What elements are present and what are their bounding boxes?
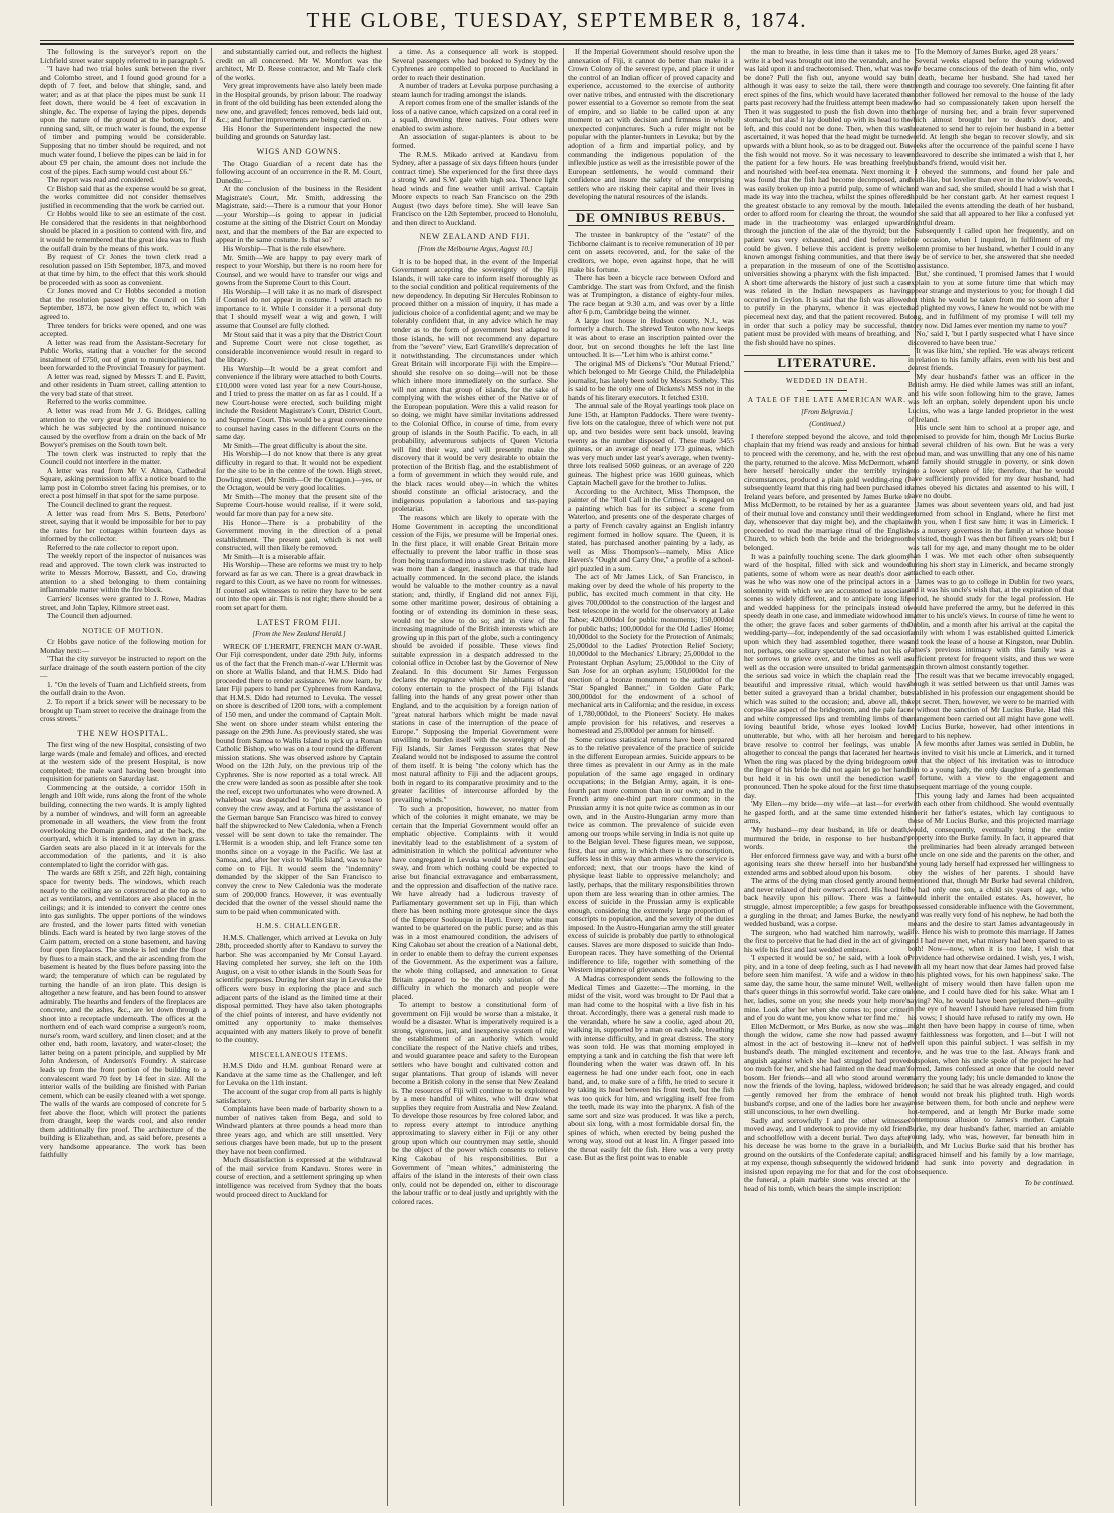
source-line: [From Belgravia.] — [801, 407, 853, 416]
article-paragraph: The reasons which are likely to operate with the Home Government in accepting the unconditional cession of the Fijis, we presume will be Imperial ones. In the first place, it will enable Great Britain more effectually to prevent the labor traffic in those seas from being transformed into a slave trade. Of this, there was more than a danger, inasmuch as that trade had actually commenced. In the second place, the islands would be valuable to the mother country as a naval station; and, thirdly, if England did not annex Fiji, some other maritime power, desirous of obtaining a footing or of extending its dominion in these seas, would not be slow to do so; and in view of the increasing magnitude of the British interests which are growing up in this part of the globe, such a contingency should be avoided if possible. These views find suitable expression in a despatch addressed to the colonial office in October last by the Governor of New Zealand. In this document Sir James Fergusson declares the repugnance which the inhabitants of that colony entertain to the prospect of the Fiji Islands falling into the hands of any great power other than England, and to the acquisition by a foreign nation of "great natural harbors which might be made naval stations in case of the interruption of the peace of Europe." Supposing the Imperial Government were unwilling to burden itself with the sovereignty of the Fiji Islands, Sir James Fergusson states that New Zealand would not be indisposed to assume the control of them itself. It is being "the colony which has the most natural affinity to Fiji and the adjacent groups, both in regard to its comparative proximity and to the greater facilities of intercourse afforded by the prevailing winds." — [392, 512, 558, 805]
feature-heading: DE OMNIBUS REBUS. — [568, 210, 734, 227]
article-paragraph: His Worship—It would be a great comfort and convenience if the library were attached to both Courts. £10,000 were voted last year for a new Court-house, and I tried to press the matter on as far as I could. If a new Court-house were erected, such building might include the Resident Magistrate's Court, District Court, and Supreme Court. This would be a great convenience to counsel having cases in the different Courts on the same day. — [216, 363, 382, 442]
article-paragraph: The report was read and considered. — [47, 175, 155, 185]
column-divider — [211, 48, 212, 1506]
article-paragraph: Sadly and sorrowfully I and the other witnesses moved away, and I undertook to provide my old friend and schoolfellow with a decent burial. Two days after his decease he was borne to the grave in a burial-ground on the outskirts of the Confederate capital; and at my expense, though subsequently the widowed bride insisted upon repaying me for that and for the cost of the funeral, a plain marble stone was erected at the head of his tomb, which bears the simple inscription: — [744, 1115, 910, 1193]
masthead-rule — [40, 40, 1074, 41]
article-paragraph: His Worship—I do not know that there is any great difficulty in regard to that. It would not be expedient for the site to be in the centre of the town. High street, Dowling street. (Mr Smith—Or the Octagon.)—yes, or the Octagon, would be very good localities. — [216, 449, 382, 493]
article-paragraph: and substantially carried out, and reflects the highest credit on all concerned. Mr W. Montfort was the architect, Mr D. Reese contractor, and Mr Taafe clerk of the works. — [216, 48, 382, 82]
article-paragraph: Complaints have been made of barbarity shown to a number of natives taken from Bega, and sold to Windward planters at three pounds a head more than three years ago, and which are still unsettled. Very serious charges have been made, but up to the present they have not been confirmed. — [216, 1104, 382, 1156]
article-paragraph: a time. As a consequence all work is stopped. Several passengers who had booked to Sydney by the Cyphrenes are compelled to proceed to Auckland in order to reach their destination. — [392, 48, 558, 82]
article-paragraph: 'James was about seventeen years old, and had just returned from school in England, where he first met with you, when I first saw him; it was in Limerick. I was a nursery governess in the family at whose house he visited, though I was then but fifteen years old; but I was tall for my age, and many thought me to be older than I was. We met each other often subsequently during his short stay in Limerick, and became strongly attached to each other. — [908, 499, 1074, 578]
sub-heading: MISCELLANEOUS ITEMS. — [249, 1050, 349, 1059]
article-paragraph: Referred to the works committee. — [47, 397, 147, 407]
article-paragraph: Cr Bishop said that as the expense would be so great, the works committee did not consider themselves justified in recommending that the work be carried out. — [40, 183, 206, 210]
article-paragraph: WRECK OF L'HERMIT, FRENCH MAN O'-WAR. Our Fiji correspondent, under date 29th July, informs us of the fact that the French man-o'-war L'Hermit was on shore at Wallis Island, and that H.M.S. Dido had proceeded there to render assistance. We now learn, by later Fiji papers to hand per Cyphrenes from Kandava, that H.M.S. Dido had returned to Levuka. The vessel on shore is described of 1200 tons, with a complement of 150 men, and under the command of Captain Molt. She went on shore under steam whilst entering the passage on the 29th June. As previously stated, she was bound from Samoa to Wallis Island to pick up a Roman Catholic Bishop, who was on a tour round the different mission stations. She was observed ashore by Captain Wood on the 12th July, on the previous trip of the Cyphrenes. She is now reported as a total wreck. All the crew were landed as soon as possible after she took the reef, except two unfortunates who were drowned. A whaleboat was despatched to "pick up" a vessel to convey the crew away, and at Fortuna the assistance of the German barque San Francisco was hired to convey half the shipwrecked to New Caledonia, when a French vessel will be sent down to take the remainder. The L'Hermit is a wooden ship, and left France some ten months since on a voyage in the Pacific. We last at Samoa, and, after her visit to Wallis Island, was to have come on to Fiji. It would seem the "indemnity" demanded by the skipper of the San Francisco to convey the crew to New Caledonia was the moderate sum of 200,000 francs. However, it was eventually decided that the owner of the vessel should name the sum to be paid when communicated with. — [216, 641, 382, 916]
article-paragraph: A letter was read from Mr J. G. Bridges, calling attention to the very great loss and inconvenience to which he was subjected by the continued nuisance caused by the overflow from a drain on the back of Mr Bowyer's premises on the South town belt. — [40, 405, 206, 450]
source-line: [From the Melbourne Argus, August 10.] — [417, 245, 533, 254]
article-paragraph: Ellen McDermott, or Mrs Burke, as now she was—though the widow, came she now had passed away almost in the act of bestowing it—knew not of her husband's death. The mingled excitement and recent anguish against which she had struggled had proved too much for her, and she had fainted on the dead man's bosom. Her friends—and all who stood around were now the friends of the loving, hapless, widowed bride—gently removed her from the embrace of her husband's corpse, and one of the ladies bore her away, still unconscious, to her own dwelling. — [744, 1021, 910, 1117]
article-paragraph: The R.M.S. Mikado arrived at Kandavu from Sydney, after a passage of six days fifteen hours (under contract time). She experienced for the first three days a strong W. and S.W. gale with high sea. Thence light head winds and fine weather until arrival. Captain Moore expects to reach San Francisco on the 29th August (two days before time). She will leave San Francisco on the 12th September, proceed to Honolulu, and then direct to Auckland. — [392, 149, 558, 227]
article-paragraph: Subsequently I called upon her frequently, and on one occasion, when I inquired, in fulfilment of my solemn promise to her husband, whether I could in any way be of service to her, she answered that she needed no assistance. — [908, 226, 1074, 270]
article-paragraph: There has been a bicycle race between Oxford and Cambridge. The start was from Oxford, and the finish was at Trumpington, a distance of eighty-four miles. The race began at 9.30 a.m, and was over by a little after 6 p.m, Cambridge being the winner. — [568, 273, 734, 317]
article-paragraph: Commencing at the outside, a corridor 150ft in length and 10ft wide, runs along the front of the whole building, connecting the two wards. It is amply lighted by a number of windows, and will form an agreeable promenade in all weathers, the view from the front overlooking the Domain gardens, and at the back, the courtyard, which it is intended to lay down in grass. Garden seats are also placed in it at intervals for the accommodation of the patients, and it is also contemplated to light the corridor with gas. — [40, 782, 206, 869]
article-paragraph: His Honor the Superintendent inspected the new building and grounds on Saturday last. — [216, 123, 382, 142]
column-1 — [40, 48, 206, 1506]
article-paragraph: H.M.S. Challenger, which arrived at Levuka on July 28th, proceeded shortly after to Kandavu to survey the harbor. She was accompanied by Mr Consul Layard. Having completed her survey, she left on the 10th August, on a visit to other islands in the South Seas for scientific purposes. During her short stay in Levuka the officers were busy in exploring the place and such adjacent parts of the island as the limited time at their disposal permitted. They have also taken photographs of the chief points of interest, and have evidently not omitted any opportunity to make themselves acquainted with any matters likely to prove of benefit to the country. — [216, 932, 382, 1045]
article-paragraph: A letter was read, signed by Messrs T. and E. Pavitt, and other residents in Tuam street, calling attention to the very bad state of that street. — [40, 371, 206, 398]
article-paragraph: A report comes from one of the smaller islands of the loss of a native canoe, which capsized on a coral reef in a squall, drowning three natives. Four others were enabled to swim ashore. — [392, 98, 558, 133]
article-paragraph: Her enforced firmness gave way, and with a burst of agonising tears she threw herself into her husband's extended arms and sobbed aloud upon his bosom. — [744, 850, 910, 877]
article-paragraph: H.M.S Dido and H.M. gunboat Renard were at Kandavu at the same time as the Challenger, and left for Levuka on the 11th instant. — [216, 1061, 382, 1088]
article-paragraph: 'My Ellen—my bride—my wife—at last—for ever! he gasped forth, and at the same time extended his arms, — [744, 799, 910, 826]
article-paragraph: A number of traders at Levuka purpose purchasing a steam launch for trading amongst the islands. — [392, 81, 558, 99]
sub-heading: NOTICE OF MOTION. — [82, 626, 164, 635]
article-paragraph: Mr Stout said that it was a pity that the District Court and Supreme Court were not close together, as considerable inconvenience would result in regard to the library. — [216, 329, 382, 365]
masthead-title: THE GLOBE, TUESDAY, SEPTEMBER 8, 1874. — [306, 8, 808, 32]
article-paragraph: The Council then adjourned. — [47, 611, 133, 621]
article-paragraph: A large lost house in Hudson county, N.J., was formerly a church. The shrewd Teuton who now keeps it was about to erase an inscription painted over the door, but on second thoughts he left the last line untouched. It is—"Let him who is athirst come." — [568, 315, 734, 360]
article-paragraph: Much dissatisfaction is expressed at the withdrawal of the mail service from Kandavu. Stores were in course of erection, and a settlement springing up when intelligence was received from Sydney that the boats would proceed direct to Auckland for — [216, 1155, 382, 1199]
article-paragraph: His Honor—There is a probability of the Government moving in the direction of a penal establishment. The present gaol, which is not well constructed, will then likely be removed. — [216, 517, 382, 553]
article-paragraph: A Madras correspondent sends the following to the Medical Times and Gazette:—The morning, in the midst of the visit, word was brought to Dr Paul that a man had come to the hospital with a live fish in his throat. Accordingly, there was a general rush made to the verandah, where he saw a coolie, aged about 20, walking in, supported by a man on each side, breathing with intense difficulty, and in great distress. The story was soon told. He was that morning employed in emptying a tank and in catching the fish that were left floundering when the water was drawn off. In his eagerness he had one under each foot, one in each hand, and, to make sure of a fifth, he tried to secure it by taking its head between his front teeth, but the fish was too quick for him, and wriggling itself free from the teeth, made its way into the pharynx. A fish of the same sort and size was produced. It was like a perch, about six long, with a most formidable dorsal fin, the spines of which, when erected by being pushed the wrong way, stood out at least lin. A finger passed into the throat easily felt the fish. Here was a very pretty case. But as the first point was to enable — [568, 973, 734, 1163]
article-paragraph: By request of Cr Jones the town clerk read a resolution passed on 15th September, 1873, and moved at that time by him, to the effect that this work should be proceeded with as soon as convenient. — [40, 252, 206, 287]
article-paragraph: Mr Smith—It is a miserable affair. — [223, 551, 326, 561]
article-paragraph: The weekly report of the inspector of nuisances was read and approved. The town clerk was instructed to write to Messrs Morrow, Bassett, and Co, drawing attention to a shed belonging to them containing inflammable matter within the fire block. — [40, 551, 206, 595]
article-paragraph: 'My husband—my dear husband, in life or death,' murmured the bride, in response to her husband's words. — [744, 825, 910, 852]
article-paragraph: I obeyed the summons, and found her pale and death-like, but lovelier than ever in the widow's weeds, and wan and sad, she smiled, should I had a wish that I should be her constant garb. At her earnest request I detailed the events attending the death of her husband, for she said that all appeared to her like a confused yet frightful dream. — [908, 166, 1074, 227]
article-paragraph: The annual sale of the Royal yearlings took place on June 15th, at Hampton Paddocks. There were twenty-five lots on the catalogue, three of which were not put up, and two besides were sent back unsold, leaving twenty as the number disposed of. These made 3455 guineas, or an average of nearly 173 guineas, which was very much under last year's average, when twenty-three lots realised 5060 guineas, or an average of 220 guineas. The highest price was 1600 guineas, which Captain Machell gave for the brother to Julius. — [568, 401, 734, 488]
section-heading: THE NEW HOSPITAL. — [77, 728, 169, 738]
article-paragraph: The account of the sugar crop from all parts is highly satisfactory. — [216, 1086, 382, 1105]
article-paragraph: According to the Architect, Miss Thompson, the painter of the "Roll Call in the Crimea," is engaged on a painting which has for its subject a scene from Waterloo, and presents one of the desperate charges of a party of French cavalry against an English infantry regiment formed in hollow square. The Queen, it is stated, has purchased another painting by a lady, as well as Miss Thompson's—namely, Miss Alice Havers's "Ought and Carry One," a profile of a school-girl puzzled in a sum. — [568, 486, 734, 573]
article-paragraph: His Worship—That is the rule elsewhere. — [223, 244, 346, 254]
article-paragraph: 'My dear husband's father was an officer in the British army. He died while James was still an infant, and his wife soon following him to the grave, James was left an orphan, solely dependent upon his uncle Lucius, who was a large landed proprietor in the west of Ireland. — [908, 371, 1074, 424]
article-paragraph: 'A few months after James was settled in Dublin, he was invited to visit his uncle at Limerick, and it turned out that the object of his invitation was to introduce him to a young lady, the only daughter of a gentleman of fortune, with a view to the engagement and subsequent marriage of the young couple. — [908, 739, 1074, 792]
article-paragraph: Some curious statistical returns have been prepared as to the relative prevalence of the practice of suicide in the different European armies. Suicide appears to be three times as prevalent in our Army as in the male population of the same age engaged in ordinary occupations; in the Belgian Army, again, it is one-fourth part more common than in our own; and in the French army one-third part more common; in the Prussian army it is not quite twice as common as in our own, and in the Austro-Hungarian army more than twice as common. The prevalence of suicide even among our troops while serving in India is not quite up to the Belgian level. These figures mean, we suppose, first, that our army, in which there is no conscription, suffers less in this way than armies where the service is enforced; next, that our troops have the kind of physique least liable to oppressive melancholy; and lastly, perhaps, that the military responsibilities thrown upon them are less wearing than in other armies. The excess of suicide in the Prussian army is explicable enough, considering the extremely large proportion of conscripts to population, and the severity of the duties imposed. In the Austro-Hungarian army the still greater excess of suicide is probably due partly to ethnological causes. Slaves are more disposed to suicide than Indo-European races. They have something of the Oriental indifference to life, together with something of the Western impatience of grievances. — [568, 734, 734, 975]
column-divider — [739, 48, 740, 1506]
article-paragraph: 2. To report if a brick sewer will be necessary to be brought up Tuam street to receive the drainage from the cross streets." — [40, 697, 206, 724]
section-heading: WIGS AND GOWNS. — [256, 147, 342, 157]
article-paragraph: The arms of the dying man closed gently around her, and never relaxed of their owner's accord. His head fell back heavily upon his pillow. There was a faint struggle, almost imperceptible; a few gasps for breath; a gurgling in the throat; and James Burke, the newly-wedded husband, was a corpse. — [744, 876, 910, 929]
article-paragraph: Cr Jones moved and Cr Hobbs seconded a motion that the resolution passed by the Council on 15th September, 1873, be now given effect to, which was agreed to. — [40, 286, 206, 321]
article-paragraph: The trustee in bankruptcy of the "estate" of the Tichborne claimant is to receive remuneration of 10 per cent on assets recovered, and, for the sake of the creditors, we hope, even against hope, that he will make his fortune. — [568, 230, 734, 274]
article-paragraph: His Worship—I will take it as no mark of disrespect if Counsel do not appear in costume. I will attach no importance to it. While I consider it a personal duty that I should myself wear a wig and gown, I will assume that Counsel are fully clothed. — [216, 286, 382, 330]
article-paragraph: At the conclusion of the business in the Resident Magistrate's Court, Mr. Smith, addressing the Magistrate, said:—There is a rumour that your Honor—your Worship—is going to appear in judicial costume at the sitting of the District Court on Monday next, and that the members of the Bar are expected to appear in the same costume. Is that so? — [216, 184, 382, 245]
article-paragraph: 'This young lady and James had been acquainted with each other from childhood. She would eventually inherit her father's estates, which lay contiguous to those of Mr Lucius Burke, and this projected marriage would, consequently, eventually bring the entire property into the Burke family. In fact, it appeared that the preliminaries had been already arranged between the uncle on one side and the parents on the other, and the young lady herself had expressed her willingness to obey the wishes of her parents. I should have mentioned that, though Mr Burke had several children, he had only one son, a child six years of age, who would inherit the entailed estates. As, however, he possessed considerable influence with the Government, and was really very fond of his nephew, he had both the means and the desire to start James advantageously in life. Hence his wish to promote this marriage. If James and I had never met, what misery had been spared to us both! Now—now, when it is too late, I wish that Providence had otherwise ordained. I wish, yes, I wish, with all my heart now that dear James had proved false to his plighted vows, for his own happiness' sake. The weight of misery would then have fallen upon me alone, and I could have died for his sake. What am I saying? No, he would have been perjured then—guilty in the eye of heaven! I should have released him from his vows; I should have refused to ratify my own. He might then have been happy in course of time, when my faithlessness was forgotten, and I—but I will not dwell upon this painful subject. I was selfish in my love, and he was true to the last. Always frank and outspoken, when his uncle spoke of the project he had formed, James confessed at once that he could never marry the young lady; his uncle demanded to know the reason; he said that he was already engaged, and could not would not break his plighted truth. High words arose between them, for both uncle and nephew were hot-tempered, and at length Mr Burke made some contemptuous allusion to James's mother. Captain Burke, my dear husband's father, married an amiable young lady, who was, however, far beneath him in birth, and Mr Lucius Burke said that his brother has disgraced himself and his family by a low marriage, and had sunk into poverty and degradation in consequence. — [908, 790, 1074, 1176]
column-3 — [392, 48, 558, 1506]
column-6 — [908, 48, 1074, 1506]
article-paragraph: 'His uncle sent him to school at a proper age, and promised to provide for him, though Mr Lucius Burke had several children of his own. But he was a very proud man, and was unwilling that any one of his name and family should struggle in poverty, or sink down into a lower sphere of life; therefore, that he would have sufficiently provided for my dear husband, had James obeyed his dictates and assented to his will, I have no doubt. — [908, 423, 1074, 501]
article-paragraph: "That the city surveyor be instructed to report on the surface drainage of the south eastern portion of the city— — [40, 654, 206, 681]
masthead-rule-double — [40, 43, 1074, 45]
column-2 — [216, 48, 382, 1506]
article-paragraph: His Worship—These are reforms we must try to help forward as far as we can. There is a great drawback in regard to this Court, as we have no room for witnesses. If counsel ask witnesses to retire they have to be sent out into the open air. This is not right; there should be a room set apart for them. — [216, 560, 382, 612]
article-paragraph: "I have had two trial holes sunk between the river and Colombo street, and I found good ground for a depth of 7 feet, and below that shingle, sand, and water; and as at that place the pipes must be sunk 11 feet down, there would be 4 feet of excavation in shingle, &c. The expense of laying the pipes, depends upon the nature of the ground at the bottom, for if running sand, silt, or much water is found, the expense of timber and pumping would be considerable. Supposing that no timber should be required, and not much water found, I believe the pipes can be laid in for about £9 per chain, the amount does not include the cost of the pipes. Each sump would cost about £6." — [40, 64, 206, 176]
article-paragraph: Cr Hobbs would like to see an estimate of the cost. He considered that the residents in that neighborhood should be placed in a position to contend with fire, and it would be remembered that the great idea was to flush the outfall drain by the means of this work. — [40, 209, 206, 253]
article-paragraph: The surgeon, who had watched him narrowly, was the first to perceive that he had died in the act of giving his wife his first and last wedded embrace. — [744, 927, 910, 954]
article-paragraph: It was a painfully touching scene. The dark gloomy ward of the hospital, filled with sick and wounded patients, some of whom were as near death's door as was he who was now one of the principal actors in a solemnity with which we are accustomed to associate scenes so widely different, and to anticipate long life and wedded happiness for the principals instead of speedy death in one case, and immediate widowhood in the other; the grave faces and sober garments of the wedding-party—for, independently of the sad occasion upon which they had assembled together, there was not, perhaps, one solitary spectator who had not his or her sorrows to grieve over, and the times as well as well as the occasion were unsuited to bridal garments; the serious sad voice in which the chaplain read the beautiful and impressive ritual, which would have better suited a graveyard than a bridal chamber, but which was suited to the occasion; and, above all, the corpse-like aspect of the bridegroom, and the pale face and white compressed lips and trembling limbs of the loving beautiful bride, whose eyes looked love unutterable, but who, with all her heroism and her brave resolve to control her feelings, was unable altogether to conceal the pangs that lacerated her heart. When the ring was placed by the dying bridegroom on the finger of his bride he did not again let go her hand, but held it in his own until the benediction was pronounced. Then he spoke aloud for the first time that day. — [744, 551, 910, 800]
column-divider — [563, 48, 564, 1506]
source-line: (Continued.) — [809, 420, 845, 429]
column-4 — [568, 48, 734, 1506]
story-subtitle: A TALE OF THE LATE AMERICAN WAR. — [747, 396, 907, 405]
article-paragraph: A letter was read from Mr V. Almao, Cathedral Square, asking permission to affix a notice board to the lamp post in Colombo street facing his premises, or to erect a post himself in that spot for the same purpose. — [40, 465, 206, 501]
to-be-continued: To be continued. — [1024, 1178, 1074, 1188]
article-paragraph: An association of sugar-planters is about to be formed. — [392, 132, 558, 151]
column-5 — [744, 48, 910, 1506]
article-paragraph: 'It was like him,' she replied. 'He was always reticent in relation to his family affairs, even with his best and dearest friends. — [908, 346, 1074, 373]
article-paragraph: Mr. Smith—We are happy to pay every mark of respect to your Worship, but there is no room here for Counsel, and we would have to transfer our wigs and gowns from the Supreme Court to this Court. — [216, 252, 382, 288]
article-paragraph: Cr Hobbs gave notice of the following motion for Monday next:— — [40, 637, 206, 655]
sub-heading: H.M.S. CHALLENGER. — [256, 922, 342, 931]
article-paragraph: Several weeks elapsed before the young widowed wife became conscious of the death of him who, only in death, became her husband. She had taxed her strength and courage too severely. One fainting fit after another followed her removal to the house of the lady who had so compassionately taken upon herself the charge of nursing her, and a brain fever supervened which almost brought her to death's door, and threatened to send her to rejoin her husband in a better world. At length she began to recover slowly, and six weeks after the occurrence of the painful scene I have endeavored to describe she intimated a wish that I, her husband's friend, would visit her. — [908, 55, 1074, 168]
article-paragraph: 'No,' said I, 'but I partly suspected what I have since discovered to have been true.' — [908, 329, 1074, 347]
feature-heading: LITERATURE. — [744, 355, 910, 372]
article-paragraph: The wards are 68ft x 25ft, and 22ft high, containing space for twenty beds. The windows, which reach nearly to the ceiling are so constructed at the top as to act as ventilators, and ventilators are also placed in the ceilings; and it is intended to convert the centre ones into gas sunlights. The upper portions of the windows are frosted, and the lower parts fitted with venetian blinds. Each ward is heated by two large stoves of the Cairn pattern, erected on a stone basement, and having four open fireplaces. The smoke is led under the floor by flues to a main stack, and the air ascending from the basement is heated by the flues before passing into the ward; the temperature of which can be regulated by turning the handle of an iron plate. This design is altogether a new feature, and has been found to answer admirably. The hearths and fenders of the fireplaces are concrete, and the ashes, &c., are let down through a shoot into a receptacle underneath. The offices at the northern end of each ward comprise a surgeon's room, nurse's room, ward scullery, and linen closet; and at the other end, bath room, lavatory, and water-closet; the latter being on a patent principle, and supplied by Mr John Anderson, of Anderson's Foundry. A staircase leads up from the front portion of the building to a convalescent ward 70 feet by 14 feet in size. All the interior walls of the building are finished with Parian cement, which can be easily cleaned with a wet sponge. The walls of the wards are composed of concrete for 5 feet above the floor, which will protect the patients from draught, keep the wards cool, and also render them additionally fire proof. The architecture of the building is Elizabethan, and, as said before, presents a very handsome appearance. The work has been faithfully — [40, 868, 206, 1160]
article-paragraph: A letter was read from the Assistant-Secretary for Public Works, stating that a voucher for the second instalment of £750, out of grant to municipalities, had been forwarded to the Provincial Treasury for payment. — [40, 337, 206, 373]
article-paragraph: the man to breathe, in less time than it takes me to write it a bed was brought out into the verandah, and he was laid upon it and tracheotomised. Then, what was to be done? Pull the fish out, anyone would say but although it was easy to seize the tail, there were the erect spines of the fins, which would have lacerated the parts past recovery had the fruitless attempt been made. Then it was suggested to push the fish down into the stomach; but alas! it lay doubled up with its head to the left, and this could not be done. Then, when this was ascertained, it was hoped that the head might be turned upwards with a blunt hook, so as to be dragged out. But the fish would not move. So it was necessary to leave the patient for a few hours. He was breathing freely, and nourished with beef-tea enemata. Next morning it was found that the fish had become decomposed, and was easily broken up into a putrid pulp, some of which made its way into the trachea, whilst the spines offered the greatest obstacle to any removal by the mouth. In order to afford room for clearing the throat, the wound made in the tracheotomy was enlarged upwards through the junction of the alæ of the thyroid; but the patient was very exhausted, and died before relief could be given. I believe this accident is pretty well known amongst fishing communities, and that there is a preparation in the museum of one of the Scottish universities showing a pharynx with the fish impacted. A short time afterwards the history of just such a case was related in the Indian newspapers as having occurred in Ceylon. It is said that the fish was allowed to putrify in the pharynx, whence it was ejected piecemeal next day, and that the patient recovered. But in order that such a policy may be successful, the patient must be provided with means of breathing, and the fish should have no spines. — [744, 48, 910, 347]
article-paragraph: 'To the Memory of James Burke, aged 28 years.' — [915, 48, 1059, 56]
article-paragraph: The Council declined to grant the request. — [47, 499, 172, 509]
article-paragraph: To such a proposition, however, no matter from which of the colonies it might emanate, we may be certain that the Imperial Government would offer an emphatic objective. Complaints with it would inevitably lead to the establishment of a system of administration in which the political adventurer who have congregated in Levuka would bear the principal sway, and from which nothing could be expected to arise but financial extravagance and embarrassment, and the oppression and disaffection of the native race. We have already had a ludicrous travesty of Parliamentary government set up in Fiji, than which there has been nothing more grotesque since the days of the Emperor Soulouque in Hayti. Every white man wanted to be quartered on the public purse; and as this was in a most enamoured condition, the advisers of King Cakobau set about the creation of a National debt, in order to enable them to defray the current expenses of the Government. As the experiment was a failure, the whole thing collapsed, and annexation to Great Britain appeared to be the only solution of the difficulty in which the monarch and people were placed. — [392, 803, 558, 1001]
article-paragraph: I therefore stepped beyond the alcove, and told the chaplain that my friend was ready and anxious for him to proceed with the ceremony, and he, with the rest of the party, returned to the alcove. Miss McDermott, who here herself heroically under the terribly trying circumstances, produced a plain gold wedding-ring (I subsequently learnt that this ring had been purchased in Ireland years before, and presented by James Burke to Miss McDermott, to be retained by her as a guarantee of their mutual love and constancy until their wedding-day, whensoever that day might be), and the chaplain proceeded to read the marriage ritual of the English Church, to which both the bride and the bridegroom belonged. — [744, 431, 910, 552]
article-paragraph: A letter was read from Mrs S. Betts, Peterboro' street, saying that it would be impossible for her to pay the rates for her cottages within fourteen days as informed by the collector. — [40, 508, 206, 544]
newspaper-page — [40, 48, 1074, 1506]
article-paragraph: 'I expected it would be so,' he said, with a look of pity, and in a tone of deep feeling, such as I had never before seen him manifest. 'A wife and a widow in the same day, the same hour, the same minute! Well, well, that's queer things in this sorrowful world. Take care on her, ladies, some on you; she needs your help more'n mine. Look after her when she comes to; poor critter; and ef you do want me, you know whar ter find me.' — [744, 953, 910, 1023]
story-subtitle: WEDDED IN DEATH. — [786, 376, 868, 385]
article-paragraph: The town clerk was instructed to reply that the Council could not interfere in the matter. — [40, 448, 206, 467]
article-paragraph: The following is the surveyor's report on the Lichfield street water supply referred to in paragraph 5. — [40, 48, 206, 65]
article-paragraph: If the Imperial Government should resolve upon the annexation of Fiji, it cannot do better than make it a Crown Colony of the severest type, and place it under the control of an Indian officer of proved capacity and experience, accustomed to the exercise of authority over native tribes, and entrusted with the discretionary power essential to a Governor so remote from the seat of empire, and so liable to be called upon at any moment to act with decision and firmness in wholly unexpected conjunctures. Such a ruler might not be popular with the planter-hunters in Levuka; but by the adoption of a firm and impartial policy, and by commanding the indigenous population of the inflexible justice as well as the irresistible power of the European settlements, he would command their confidence and insure the safety of the enterprising settlers who are risking their capital and their lives in developing the natural resources of the islands. — [568, 48, 734, 202]
article-paragraph: The act of Mr James Lick, of San Francisco, in making over by deed the whole of his property to the public, has excited much comment in that city. He gives 700,000dol to the construction of the largest and best telescope in the world for the observatory at Lake Tahoe; 420,000dol for public monuments; 150,000dol for public baths; 100,000dol for the Old Ladies' Home; 10,000dol to the Society for the Protection of Animals; 25,000dol to the Ladies' Protection Relief Society; 10,000dol to the Mechanics' Library; 25,000dol to the Protestant Orphan Asylum; 25,000dol to the City of San Jose for an orphan asylum; 150,000dol for the erection of a bronze monument to the author of the "Star Spangled Banner," in Golden Gate Park; 300,000dol for the endowment of a school of mechanical arts in California; and the residue, in excess of 1,780,000dol, to the Pioneers' Society. He makes ample provision for his relatives, and reserves a homestead and 25,000dol per annum for himself. — [568, 572, 734, 736]
article-paragraph: Three tenders for bricks were opened, and one was accepted. — [40, 320, 206, 339]
article-paragraph: 'The result was that we became irrevocably engaged, though it was settled between us that until James was established in his profession our engagement should be kept secret. Then, however, we were to be married with or without the sanction of Mr Lucius Burke. Had this arrangement been carried out all might have gone well. Mr Lucius Burke, however, had other intentions in regard to his nephew. — [908, 670, 1074, 740]
article-paragraph: The original MS of Dickens's "Our Mutual Friend," which belonged to Mr George Child, the Philadelphia journalist, has lately been sold by Messrs Sotheby. This is said to be the only one of Dickens's MSS not in the hands of his literary executors. It fetched £310. — [568, 358, 734, 402]
article-paragraph: Very great improvements have also lately been made in the Hospital grounds, by prison labour. The roadway in front of the old building has been extended along the new one, and gravelled; fences removed, beds laid out, &c.; and further improvements are being carried on. — [216, 81, 382, 125]
column-divider — [387, 48, 388, 1506]
article-paragraph: To attempt to bestow a constitutional form of government on Fiji would be worse than a mistake, it would be a disaster. What is imperatively required is a strong, vigorous, just, and inexpensive system of rule; the establishment of an authority which would conciliate the respect of the Native chiefs and tribes, and would guarantee peace and safety to the European settlers who have bought and cultivated cotton and sugar plantations. That group of islands will never become a British colony in the sense that New Zealand is. The resources of Fiji will continue to be exploitered by a mere handful of whites, who will draw what supplies they require from Australia and New Zealand. To develope those resources by free colored labor, and to repress every attempt to introduce anything approximating to slavery either in Fiji or any other group upon which our countrymen may settle, should be the object of the power which consents to relieve King Cakobau of his responsibilities. But a Government of "mean whites," administering the affairs of the island in the interests of their own class only, could not be depended on, either to discourage the labour traffic or to deal justly and uprightly with the colored races. — [392, 1000, 558, 1206]
section-heading: NEW ZEALAND AND FIJI. — [419, 232, 531, 242]
source-line: [From the New Zealand Herald.] — [252, 630, 346, 639]
section-heading: LATEST FROM FIJI. — [257, 617, 341, 627]
article-paragraph: It is to be hoped that, in the event of the Imperial Government accepting the sovereignty of the Fiji Islands, it will take care to inform itself thoroughly as to the social condition and political requirements of the new dependency. In deputing Sir Hercules Robinson to proceed thither on a mission of inquiry, it has made a judicious choice of a confidential agent; and we may be tolerably confident that, in any advice which he may tender as to the form of government best adapted to those islands, he will not recommend any departure from the "severe" view, Earl Granville's deprecation of it notwithstanding. The circumstances under which Great Britain will incorporate Fiji with the Empire—should she resolve on so doing—will not be those which inhere more immediately on the surface. She will not annex that group of islands, for the sake of complying with the wishes either of the Native or of the European population. Were this a valid reason for so doing, we might have similar invitations addressed to the Colonial Office, in course of time, from every group of islands in the South Pacific. To each, in all probability, adventurous subjects of Queen Victoria will find their way, and will presently make the discovery that it would be very desirable to obtain the protection of the British flag, and the establishment of a form of government in which they would rule, and the black races would obey—in which the whites should constitute an official aristocracy, and the indigenous population a laborious and tax-paying proletariat. — [392, 256, 558, 514]
article-paragraph: The first wing of the new Hospital, consisting of two large wards (male and female) and offices, and erected at the western side of the present Hospital, is now completed; the male ward having been brought into requisition for patients on Saturday last. — [40, 740, 206, 784]
article-paragraph: Mr Smith—The great difficulty is about the site. — [223, 440, 368, 450]
ornamental-rule — [807, 390, 847, 391]
article-paragraph: Carriers' licenses were granted to J. Rowe, Madras street, and John Tapley, Kilmore street east. — [40, 594, 206, 612]
article-paragraph: The Otago Guardian of a recent date has the following account of an occurrence in the R. M. Court, Dunedin:— — [216, 158, 382, 185]
article-paragraph: Referred to the rate collector to report upon. — [47, 542, 179, 552]
article-paragraph: 'But,' she continued, 'I promised James that I would explain to you at some future time that which may appear strange and mysterious to you; for though I did not think he would be taken from me so soon after I had plighted my vows, I knew he would not be with me long, and in fulfilment of my promise I will tell my story now. Did James ever mention my name to you?' — [908, 269, 1074, 330]
article-paragraph: Mr Smith—The money that the present site of the Supreme Court-house would realise, if it were sold, would far more than pay for a new site. — [216, 491, 382, 518]
masthead — [0, 0, 1114, 40]
article-paragraph: 'James was to go to college in Dublin for two years, and it was his uncle's wish that, at the expiration of that period, he should study for the legal profession. He would have preferred the army, but he deferred in this matter to his uncle's views. In course of time he went to Dublin, and a month after his arrival at the capital the family with whom I was established quitted Limerick and took the lease of a house at Kingston, near Dublin. James's previous intimacy with this family was a sufficient pretext for frequent visits, and thus we were again thrown almost constantly together. — [908, 576, 1074, 672]
article-paragraph: 1. "On the levels of Tuam and Lichfield streets, from the outfall drain to the Avon. — [40, 679, 206, 698]
